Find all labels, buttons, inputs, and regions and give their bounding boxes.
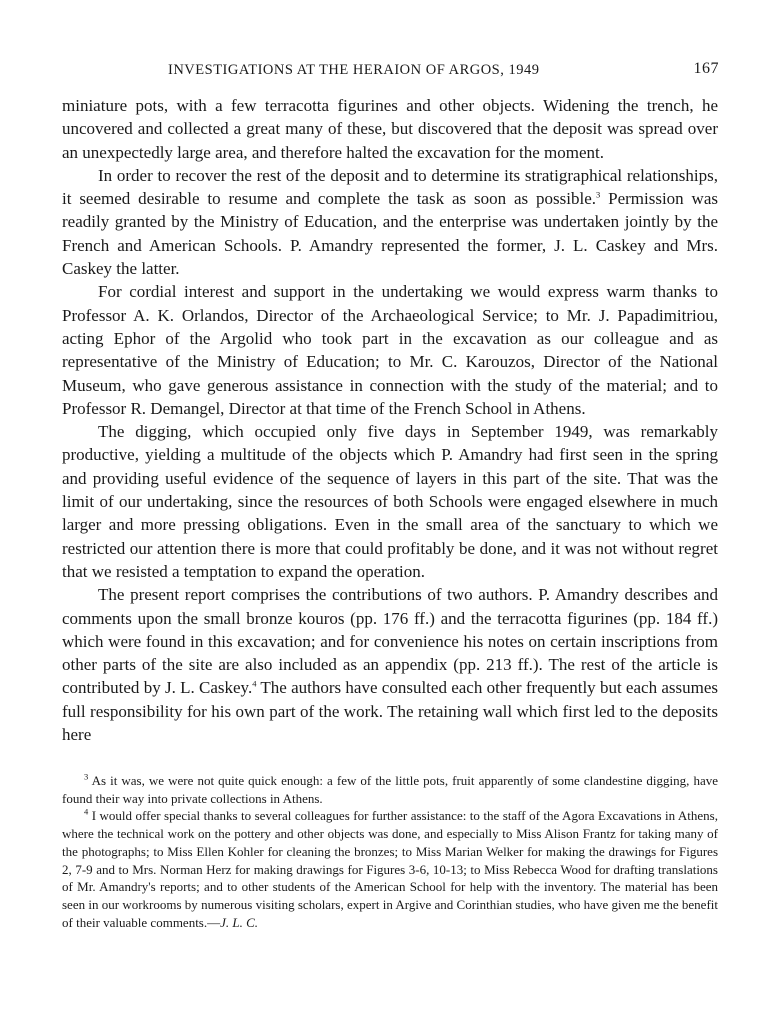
running-head	[60, 58, 719, 82]
footnote-4-mark: 4	[84, 807, 89, 818]
paragraph-5-text: The present report comprises the contributions of two authors. P. Amandry describes and comments upon the small bronze kouros (pp. 176 ff.) and the terracotta figurines (pp. 184 ff.) which were found in this excavation; and for convenience his notes on certain inscriptions from other parts of the site are also included as an appendix (pp. 213 ff.). The rest of the article is contributed by J. L. Caskey.	[62, 585, 718, 698]
paragraph-5	[62, 583, 718, 746]
paragraph-2	[62, 164, 718, 280]
page-number: 167	[693, 60, 719, 77]
paragraph-3: For cordial interest and support in the undertaking we would express warm thanks to Professor A. K. Orlandos, Director of the Archaeological Service; to Mr. J. Papadimitriou, acting Ephor of the Argolid who took part in the excavation as our colleague and as representative of the Ministry of Education; to Mr. C. Karouzos, Director of the National Museum, who gave generous assistance in connection with the study of the material; and to Professor R. Demangel, Director at that time of the French School in Athens.	[62, 282, 718, 418]
footnote-4-signature: J. L. C.	[220, 914, 259, 930]
footnote-3	[62, 772, 718, 807]
footnote-ref-3: 3	[596, 189, 601, 200]
body-text	[62, 94, 718, 746]
paragraph-2-text: In order to recover the rest of the deposit and to determine its stratigraphical relationships, it seemed desirable to resume and complete the task as soon as possible.	[62, 165, 718, 209]
footnote-3-text: As it was, we were not quite quick enough: a few of the little pots, fruit apparently of some clandestine digging, have found their way into private collections in Athens.	[62, 773, 718, 806]
footnote-3-mark: 3	[84, 771, 89, 782]
footnote-ref-4: 4	[252, 678, 257, 689]
footnote-4-text: I would offer special thanks to several colleagues for further assistance: to the staff of the Agora Excavations in Athens, where the technical work on the pottery and other objects was done, and especially to Miss Alison Frantz for taking many of the photographs; to Miss Ellen Kohler for cleaning the bronzes; to Miss Marian Welker for making the drawings for Figures 2, 7-9 and to Mrs. Norman Herz for making drawings for Figures 3-6, 10-13; to Miss Rebecca Wood for drafting translations of Mr. Amandry's reports; and to other students of the American School for help with the inventory. The material has been seen in our workrooms by numerous visiting scholars, expert in Argive and Corinthian studies, who have given me the benefit of their valuable comments.—	[62, 808, 718, 930]
paragraph-4: The digging, which occupied only five days in September 1949, was remarkably productive, yielding a multitude of the objects which P. Amandry had first seen in the spring and providing useful evidence of the sequence of layers in this part of the site. That was the limit of our undertaking, since the resources of both Schools were engaged elsewhere in much larger and more pressing obligations. Even in the small area of the sanctuary to which we restricted our attention there is more that could profitably be done, and it was not without regret that we resisted a temptation to expand the operation.	[62, 422, 718, 581]
paragraph-1: miniature pots, with a few terracotta figurines and other objects. Widening the trench, he uncovered and collected a great many of these, but discovered that the deposit was spread over an unexpectedly large area, and therefore halted the excavation for the moment.	[62, 96, 718, 162]
paragraph-5-rest: The authors have consulted each other frequently but each assumes full responsibility for his own part of the work. The retaining wall which first led to the deposits here	[62, 678, 719, 745]
paragraph-2-rest: Permission was readily granted by the Ministry of Education, and the enterprise was undertaken jointly by the French and American Schools. P. Amandry represented the former, J. L. Caskey and Mrs. Caskey the latter.	[62, 189, 718, 279]
running-title: INVESTIGATIONS AT THE HERAION OF ARGOS, 1949	[168, 62, 540, 78]
footnotes	[62, 772, 718, 931]
footnote-4	[62, 807, 718, 931]
